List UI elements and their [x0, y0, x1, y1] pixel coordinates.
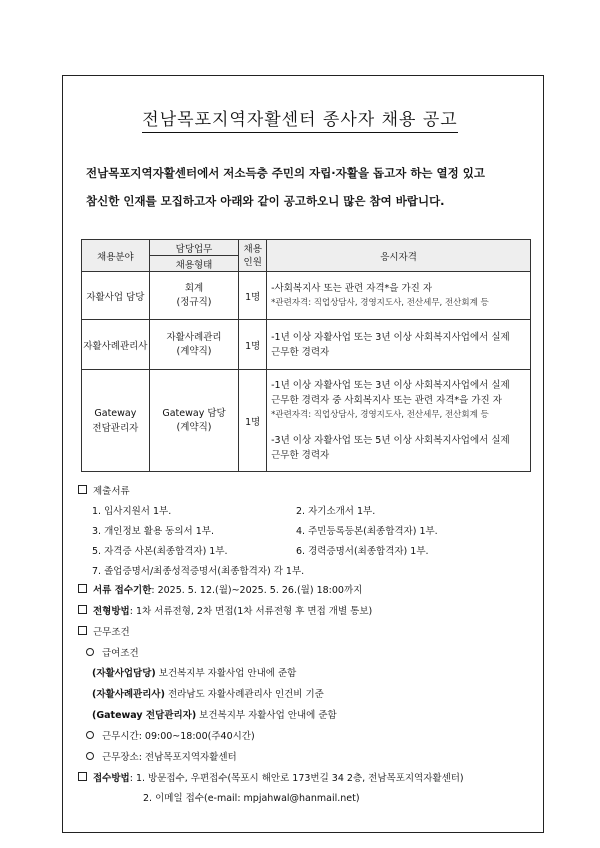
qual-line: -3년 이상 자활사업 또는 5년 이상 사회복지사업에서 실제 [271, 435, 510, 446]
intro-line-2: 참신한 인재를 모집하고자 아래와 같이 공고하오니 많은 참여 바랍니다. [86, 194, 445, 208]
page-title: 전남목포지역자활센터 종사자 채용 공고 [0, 105, 600, 130]
row-count: 1명 [239, 370, 267, 472]
apply-email-line: 2. 이메일 접수(e-mail: mpjahwal@hanmail.net) [143, 793, 360, 804]
qual-line: 근무한 경력자 중 사회복지사 또는 관련 자격*을 가진 자 [271, 395, 502, 406]
row-qualification [267, 370, 531, 472]
qual-note: *관련자격: 직업상담사, 경영지도사, 전산세무, 전산회계 등 [271, 410, 489, 420]
circle-bullet-icon [86, 752, 94, 760]
conditions-heading: 근무조건 [78, 625, 130, 640]
list-item: 4. 주민등록등본(최종합격자) 1부. [296, 526, 438, 537]
qual-line: -사회복지사 또는 관련 자격*을 가진 자 [271, 282, 433, 294]
header-type: 채용형태 [149, 256, 239, 272]
intro-line-1: 전남목포지역자활센터에서 저소득층 주민의 자립·자활을 돕고자 하는 열정 있고 [86, 166, 485, 180]
header-qualification: 응시자격 [267, 240, 531, 272]
qual-line: -1년 이상 자활사업 또는 3년 이상 사회복지사업에서 실제 [271, 380, 510, 391]
row-duty: 자활사례관리 (계약직) [149, 320, 239, 370]
checkbox-square-icon [78, 626, 87, 635]
row-duty: 회계 (정규직) [149, 272, 239, 320]
list-item: 2. 자기소개서 1부. [296, 506, 376, 517]
table-header-row [82, 240, 531, 256]
qual-line: -1년 이상 자활사업 또는 3년 이상 사회복지사업에서 실제 [271, 331, 510, 343]
checkbox-square-icon [78, 772, 87, 781]
apply-line: 접수방법: 1. 방문접수, 우편접수(목포시 해안로 173번길 34 2층, 전남목포지역자활센터) [78, 771, 464, 786]
circle-bullet-icon [86, 648, 94, 656]
checkbox-square-icon [78, 605, 87, 614]
docs-heading: 제출서류 [78, 484, 130, 499]
method-line: 전형방법: 1차 서류전형, 2차 면접(1차 서류전형 후 면접 개별 통보) [78, 604, 372, 619]
checkbox-square-icon [78, 584, 87, 593]
salary-item: (Gateway 전담관리자) 보건복지부 자활사업 안내에 준함 [92, 710, 337, 721]
qual-note: *관련자격: 직업상담사, 경영지도사, 전산세무, 전산회계 등 [271, 297, 489, 308]
list-item: 6. 경력증명서(최종합격자) 1부. [296, 546, 429, 557]
circle-bullet-icon [86, 731, 94, 739]
list-item: 1. 입사지원서 1부. [92, 506, 172, 517]
row-field: Gateway 전담관리자 [82, 370, 150, 472]
row-qualification [267, 320, 531, 370]
recruitment-table [81, 239, 531, 472]
header-count: 채용 인원 [239, 240, 267, 272]
row-duty: Gateway 담당 (계약직) [149, 370, 239, 472]
qual-line: 근무한 경력자 [271, 346, 330, 358]
table-row [82, 370, 531, 472]
place-line: 근무장소: 전남목포지역자활센터 [80, 750, 237, 765]
salary-item: (자활사업담당) 보건복지부 자활사업 안내에 준함 [92, 668, 297, 679]
header-field: 채용분야 [82, 240, 150, 272]
list-item: 5. 자격증 사본(최종합격자) 1부. [92, 546, 228, 557]
deadline-line: 서류 접수기한: 2025. 5. 12.(월)~2025. 5. 26.(월) 18:00까지 [78, 583, 362, 598]
table-row [82, 320, 531, 370]
checkbox-square-icon [78, 485, 87, 494]
salary-heading: 급여조건 [80, 646, 139, 661]
row-count: 1명 [239, 272, 267, 320]
table-row [82, 272, 531, 320]
row-count: 1명 [239, 320, 267, 370]
list-item: 3. 개인정보 활용 동의서 1부. [92, 526, 214, 537]
row-field: 자활사업 담당 [82, 272, 150, 320]
list-item: 7. 졸업증명서/최종성적증명서(최종합격자) 각 1부. [92, 566, 305, 577]
row-qualification [267, 272, 531, 320]
hours-line: 근무시간: 09:00~18:00(주40시간) [80, 729, 255, 744]
qual-line: 근무한 경력자 [271, 450, 330, 461]
row-field: 자활사례관리사 [82, 320, 150, 370]
salary-item: (자활사례관리사) 전라남도 자활사례관리사 인건비 기준 [92, 689, 324, 700]
header-duty: 담당업무 [149, 240, 239, 256]
